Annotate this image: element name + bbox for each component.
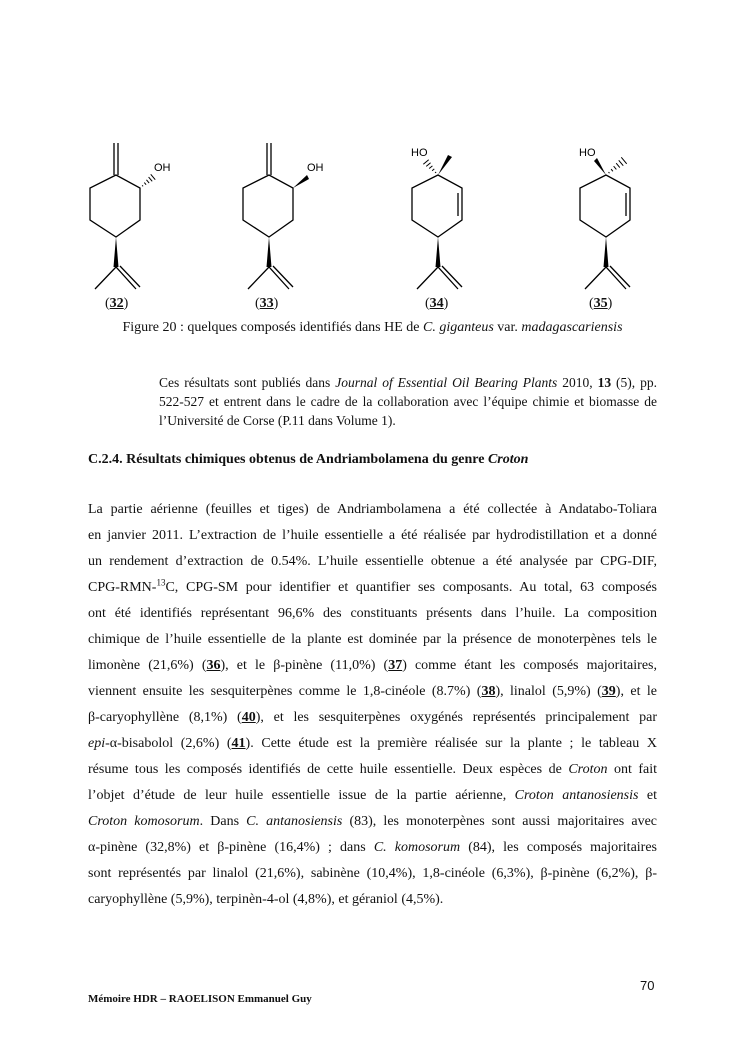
page-number: 70 [640, 978, 655, 993]
text-segment: sont représentés par linalol (21,6%), sabinène (10,4%), 1,8-cinéole (6,3%), β-pinène (6,2%), β- [88, 866, 657, 881]
wedge-bond [436, 237, 441, 267]
hash-bond [616, 163, 620, 167]
compound-reference: 39 [601, 684, 616, 699]
compound-reference: 38 [481, 684, 496, 699]
text-line [88, 679, 657, 705]
text-segment: ), linalol (5,9%) ( [495, 684, 602, 699]
structure-35 [579, 147, 630, 289]
text-segment: chimique de l’huile essentielle de la plante est dominée par la présence de monoterpènes tels le [88, 632, 657, 647]
hydroxyl-label: OH [154, 162, 171, 174]
text-segment: limonène (21,6%) ( [88, 658, 207, 673]
text-segment: ) comme étant les composés majoritaires, [402, 658, 657, 673]
double-bond [442, 266, 462, 287]
text-line [88, 497, 657, 523]
chemical-structures-figure [0, 0, 745, 300]
text-line [88, 549, 657, 575]
text-line [88, 653, 657, 679]
figure-caption: Figure 20 : quelques composés identifiés dans HE de C. giganteus var. madagascariensis [122, 320, 623, 335]
hash-bond [435, 172, 436, 173]
section-heading: C.2.4. Résultats chimiques obtenus de Andriambolamena du genre Croton [88, 452, 529, 467]
hydroxyl-label: OH [307, 162, 324, 174]
text-line [88, 601, 657, 627]
text-line [88, 627, 657, 653]
text-line [88, 757, 657, 783]
double-bond [610, 266, 630, 287]
body-paragraph [88, 497, 657, 913]
hash-bond [149, 177, 153, 181]
text-line [88, 887, 657, 913]
wedge-bond [267, 237, 272, 267]
text-segment: Croton komosorum [88, 814, 200, 829]
text-segment: ont été identifiés représentant 96,6% des constituants présents dans l’huile. La composition [88, 606, 657, 621]
compound-label-33: (33) [255, 296, 279, 311]
text-segment: Croton antanosiensis [514, 788, 639, 803]
ring-bond [412, 175, 462, 237]
isopropenyl-bond [585, 267, 626, 289]
text-segment: -α-bisabolol (2,6%) ( [105, 736, 232, 751]
hash-bond [151, 174, 156, 179]
wedge-bond [594, 158, 606, 175]
publication-note: Ces résultats sont publiés dans Journal of Essential Oil Bearing Plants 2010, 13 (5), pp. 522-527 et entrent dans le cadre de la collaboration avec l’équipe chimie et biomasse de l’Université de Corse (P.11 dans Volume 1). [159, 375, 657, 428]
hash-bond [432, 169, 434, 171]
hash-bond [429, 166, 432, 169]
isopropenyl-bond [248, 267, 289, 289]
wedge-bond [438, 155, 452, 175]
wedge-bond [293, 175, 309, 188]
footer-author: Mémoire HDR – RAOELISON Emmanuel Guy [88, 993, 312, 1005]
text-segment: en janvier 2011. L’extraction de l’huile essentielle a été réalisée par hydrodistillation et a donné [88, 528, 657, 543]
text-line [88, 861, 657, 887]
ring-bond [580, 175, 630, 237]
double-bond [273, 266, 293, 287]
hash-bond [614, 166, 617, 169]
compound-label-32: (32) [105, 296, 129, 311]
text-line [88, 731, 657, 757]
isopropenyl-bond [95, 267, 136, 289]
hydroxyl-label: HO [411, 147, 428, 159]
wedge-bond [114, 237, 119, 267]
hash-bond [426, 163, 430, 167]
text-segment: C. komosorum [373, 840, 461, 855]
text-segment: 13 [156, 577, 166, 588]
hash-bond [609, 172, 610, 173]
text-segment: un rendement d’extraction de 0.54%. L’huile essentielle obtenue a été analysée par CPG-DIF, [88, 554, 657, 569]
text-line [88, 705, 657, 731]
wedge-bond [604, 237, 609, 267]
text-segment: C. antanosiensis [246, 814, 343, 829]
ring-bond [90, 175, 140, 237]
hydroxyl-label: HO [579, 147, 596, 159]
text-segment: epi [88, 736, 106, 751]
hash-bond [146, 180, 149, 183]
ring-bond [243, 175, 293, 237]
compound-reference: 37 [388, 658, 403, 673]
compound-reference: 41 [231, 736, 246, 751]
double-bond [120, 266, 140, 287]
compound-label-35: (35) [589, 296, 613, 311]
text-segment: viennent ensuite les sesquiterpènes comme le 1,8-cinéole (8.7%) ( [88, 684, 482, 699]
text-segment: ), et le β-pinène (11,0%) ( [220, 658, 389, 673]
text-segment: ), et les sesquiterpènes oxygénés représentés principalement par [255, 710, 657, 725]
hash-bond [423, 160, 428, 165]
text-line [88, 809, 657, 835]
structure-33 [243, 143, 324, 289]
text-segment: ). Cette étude est la première réalisée sur la plante ; le tableau X [245, 736, 658, 751]
hash-bond [144, 183, 146, 185]
compound-label-34: (34) [425, 296, 449, 311]
compound-reference: 36 [206, 658, 221, 673]
text-segment: La partie aérienne (feuilles et tiges) de Andriambolamena a été collectée à Andatabo-Toliara [88, 502, 657, 517]
hash-bond [619, 160, 624, 165]
text-segment: C, CPG-SM pour identifier et quantifier ses composants. Au total, 63 composés [165, 580, 657, 595]
text-line [88, 835, 657, 861]
hash-bond [621, 157, 626, 163]
text-segment: l’objet d’étude de leur huile essentielle issue de la partie aérienne, [88, 788, 515, 803]
isopropenyl-bond [417, 267, 458, 289]
hash-bond [611, 169, 613, 171]
text-segment: Croton [568, 762, 608, 777]
structure-34 [411, 147, 462, 289]
text-segment: ont fait [607, 762, 658, 777]
text-segment: résume tous les composés identifiés de cette huile essentielle. Deux espèces de [88, 762, 569, 777]
text-segment: α-pinène (32,8%) et β-pinène (16,4%) ; dans [88, 840, 374, 855]
text-segment: ), et le [615, 684, 657, 699]
text-line [88, 783, 657, 809]
text-line [88, 575, 657, 601]
text-segment: CPG-RMN- [88, 580, 157, 595]
text-segment: . Dans [199, 814, 247, 829]
structure-32 [90, 143, 171, 289]
text-segment: caryophyllène (5,9%), terpinèn-4-ol (4,8%), et géraniol (4,5%). [88, 892, 444, 907]
text-segment: (83), les monoterpènes sont aussi majoritaires avec [342, 814, 657, 829]
text-line [88, 523, 657, 549]
text-segment: et [638, 788, 658, 803]
compound-reference: 40 [241, 710, 256, 725]
text-segment: (84), les composés majoritaires [460, 840, 658, 855]
text-segment: β-caryophyllène (8,1%) ( [88, 710, 242, 725]
hash-bond [142, 185, 143, 186]
